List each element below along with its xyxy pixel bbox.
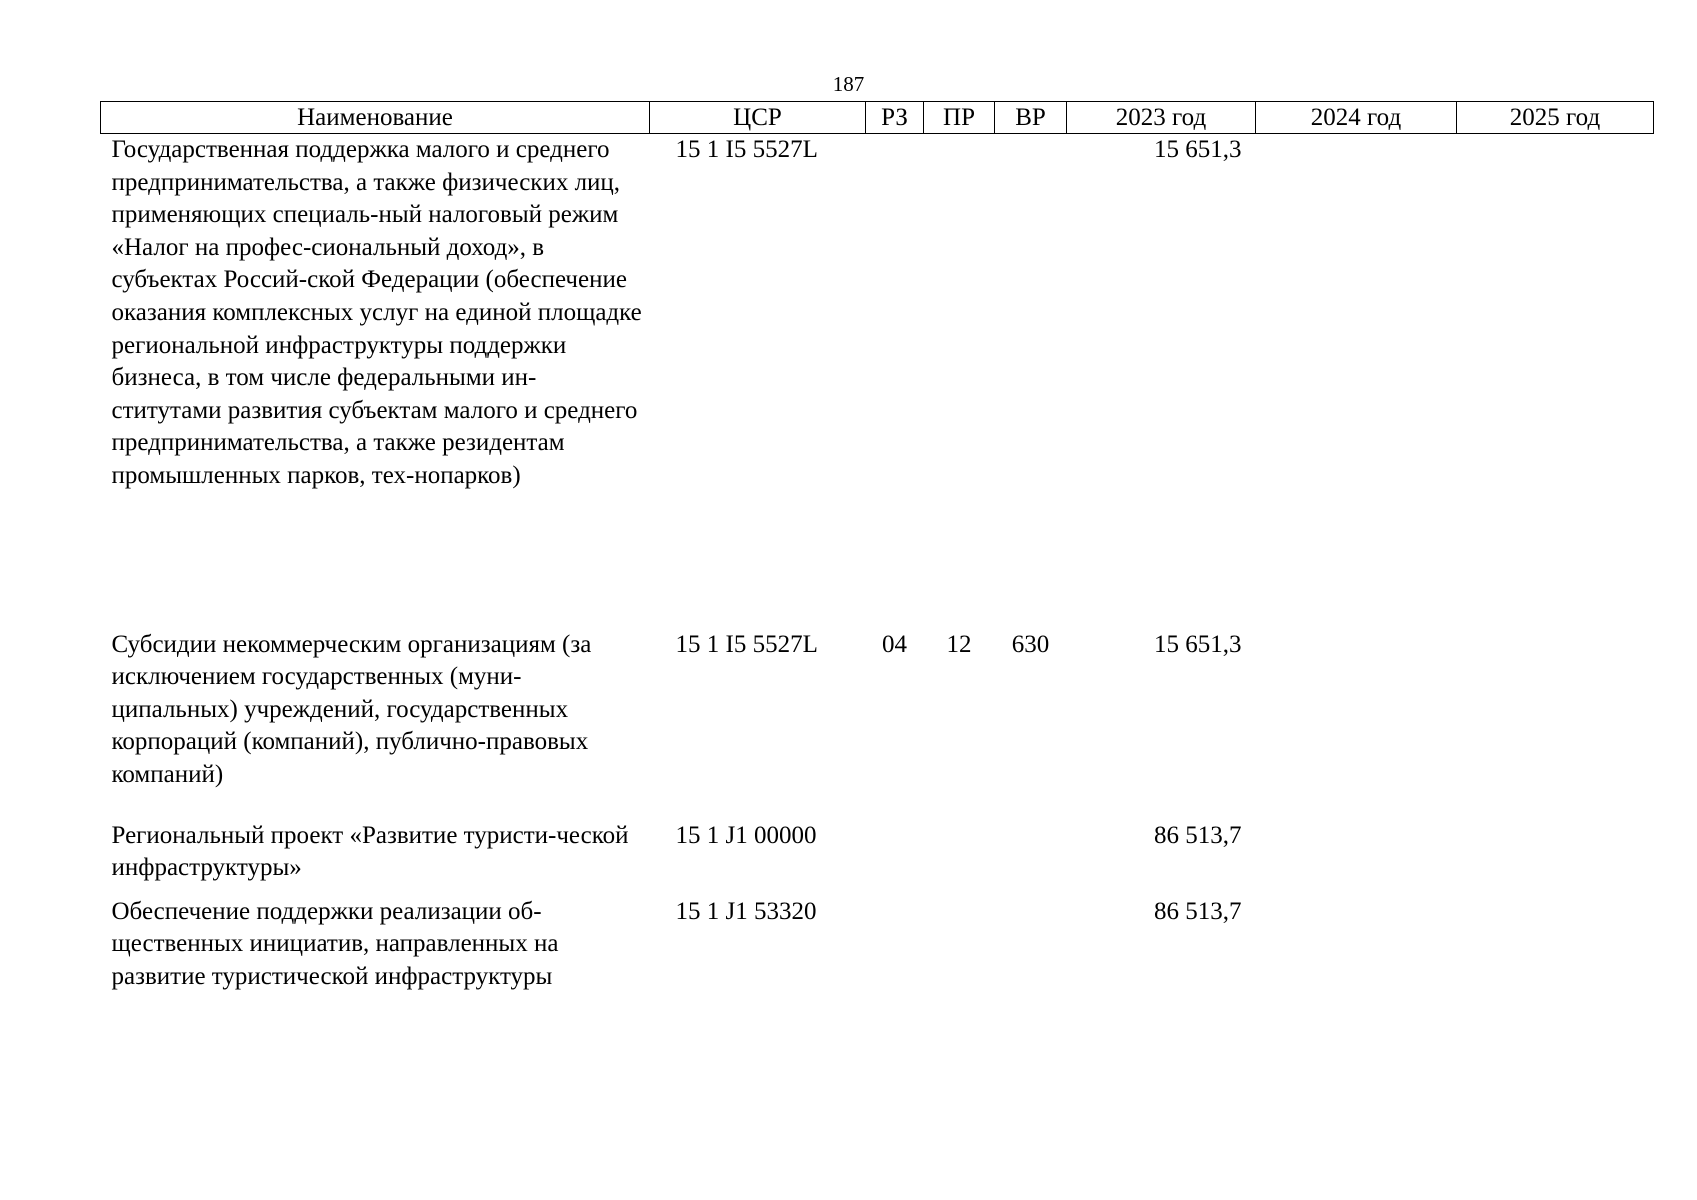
row-2024 (1256, 134, 1457, 629)
row-csr: 15 1 I5 5527L (675, 630, 818, 658)
header-pr: ПР (924, 102, 995, 134)
row-vr (995, 820, 1067, 896)
row-csr: 15 1 J1 53320 (675, 897, 817, 925)
row-2023: 86 513,7 (1154, 821, 1242, 849)
row-pr (924, 896, 995, 994)
row-rz (866, 896, 924, 994)
row-2023: 86 513,7 (1154, 897, 1242, 925)
row-2024 (1256, 629, 1457, 820)
header-2025: 2025 год (1457, 102, 1654, 134)
row-vr (995, 896, 1067, 994)
row-rz (866, 134, 924, 629)
header-name: Наименование (101, 102, 650, 134)
row-pr (924, 820, 995, 896)
row-rz: 04 (882, 630, 907, 658)
row-2025 (1457, 134, 1654, 629)
row-2025 (1457, 629, 1654, 820)
row-2023: 15 651,3 (1154, 136, 1242, 163)
header-2024: 2024 год (1256, 102, 1457, 134)
row-name: Субсидии некоммерческим организациям (за исключением государственных (муни-ципальных) учреждений, государственных корпораций (компаний), публично-правовых компаний) (111, 630, 592, 788)
table-row (101, 629, 1654, 820)
header-2023: 2023 год (1067, 102, 1256, 134)
table-row (101, 896, 1654, 994)
row-2025 (1457, 820, 1654, 896)
row-name: Обеспечение поддержки реализации об-щественных инициатив, направленных на развитие туристической инфраструктуры (111, 897, 559, 990)
row-rz (866, 820, 924, 896)
row-csr: 15 1 I5 5527L (675, 136, 818, 163)
row-vr: 630 (1011, 630, 1050, 658)
row-2024 (1256, 820, 1457, 896)
table-row (101, 820, 1654, 896)
header-rz: РЗ (866, 102, 924, 134)
row-2024 (1256, 896, 1457, 994)
row-csr: 15 1 J1 00000 (675, 821, 817, 849)
row-2025 (1457, 896, 1654, 994)
row-2023: 15 651,3 (1154, 630, 1242, 658)
row-pr: 12 (946, 630, 972, 658)
header-row (101, 102, 1654, 134)
table-row (101, 134, 1654, 629)
row-name: Региональный проект «Развитие туристи-ческой инфраструктуры» (111, 821, 629, 882)
header-vr: ВР (995, 102, 1067, 134)
row-pr (924, 134, 995, 629)
row-vr (995, 134, 1067, 629)
header-csr: ЦСР (650, 102, 866, 134)
budget-table (100, 101, 1654, 993)
row-name: Государственная поддержка малого и среднего предпринимательства, а также физических лиц, применяющих специаль-ный налоговый режим «Налог на профес-сиональный доход», в субъектах Россий-ской Федерации (обеспечение оказания комплексных услуг на единой площадке региональной инфраструктуры поддержки бизнеса, в том числе федеральными ин-ститутами развития субъектам малого и среднего предпринимательства, а также резидентам промышленных парков, тех-нопарков) (111, 136, 642, 489)
page-number: 187 (832, 72, 865, 96)
